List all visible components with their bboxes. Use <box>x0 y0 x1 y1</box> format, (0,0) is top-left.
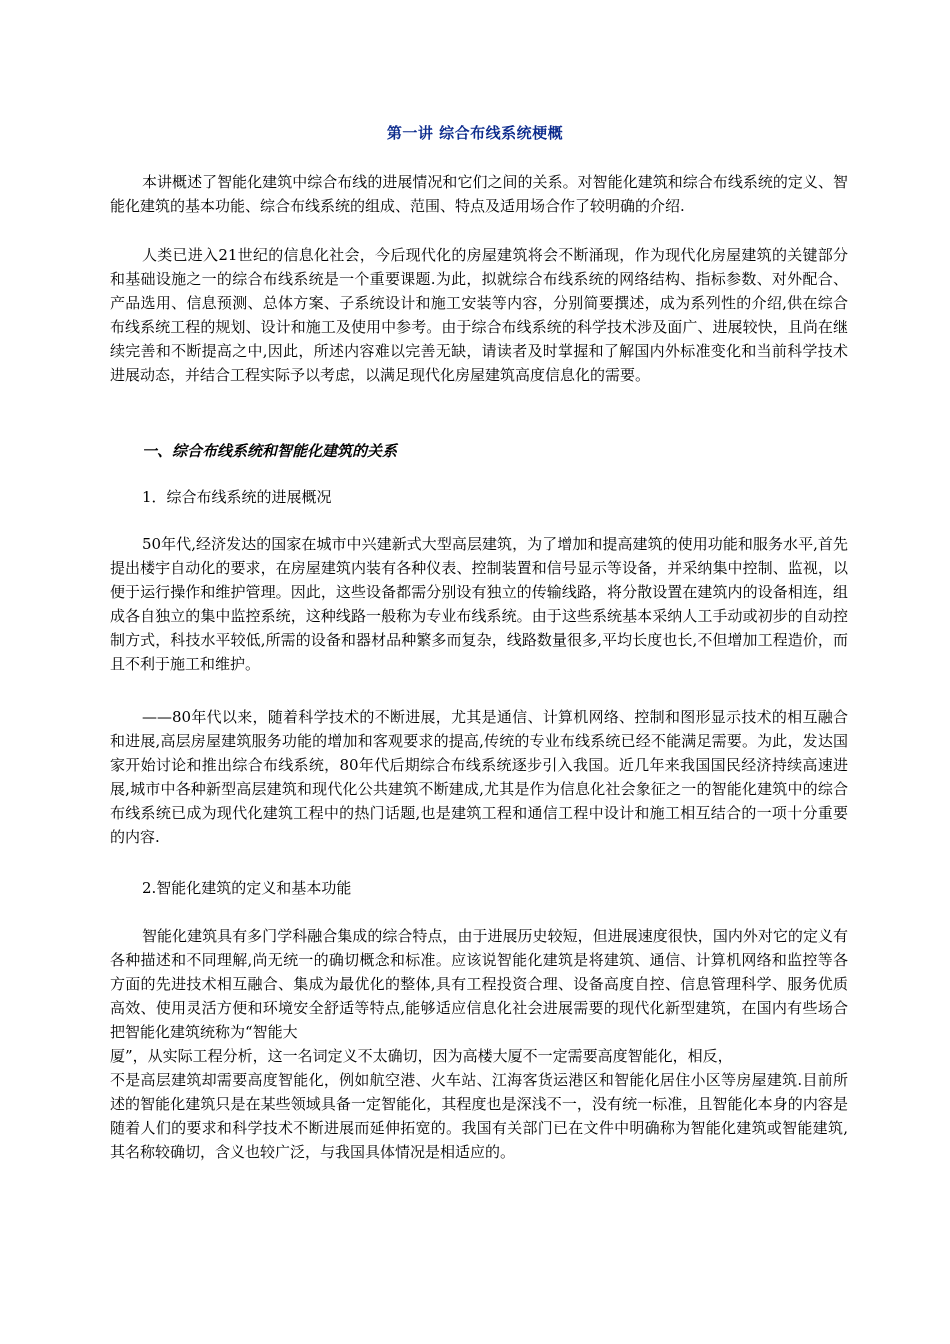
body-paragraph-1: 人类已进入21世纪的信息化社会，今后现代化的房屋建筑将会不断涌现，作为现代化房屋建筑的关键部分和基础设施之一的综合布线系统是一个重要课题.为此，拟就综合布线系统的网络结构、指标参数、对外配合、产品选用、信息预测、总体方案、子系统设计和施工安装等内容，分别简要撰述，成为系列性的介绍,供在综合布线系统工程的规划、设计和施工及使用中参考。由于综合布线系统的科学技术涉及面广、进展较快，且尚在继续完善和不断提高之中,因此，所述内容难以完善无缺，请读者及时掌握和了解国内外标准变化和当前科学技术进展动态，并结合工程实际予以考虑，以满足现代化房屋建筑高度信息化的需要。 <box>110 246 848 384</box>
subsection-heading-1: 1．综合布线系统的进展概况 <box>142 488 332 506</box>
body-paragraph-4-part1: 智能化建筑具有多门学科融合集成的综合特点，由于进展历史较短，但进展速度很快，国内外对它的定义有各种描述和不同理解,尚无统一的确切概念和标准。应该说智能化建筑是将建筑、通信、计算机网络和监控等各方面的先进技术相互融合、集成为最优化的整体,具有工程投资合理、设备高度自控、信息管理科学、服务优质高效、使用灵活方便和环境安全舒适等特点,能够适应信息化社会进展需要的现代化新型建筑，在国内有些场合把智能化建筑统称为“智能大 <box>110 927 848 1041</box>
subsection-heading-2: 2.智能化建筑的定义和基本功能 <box>142 879 352 897</box>
body-paragraph-3: ——80年代以来，随着科学技术的不断进展，尤其是通信、计算机网络、控制和图形显示技术的相互融合和进展,高层房屋建筑服务功能的增加和客观要求的提高,传统的专业布线系统已经不能满足需要。为此，发达国家开始讨论和推出综合布线系统，80年代后期综合布线系统逐步引入我国。近几年来我国国民经济持续高速进展,城市中各种新型高层建筑和现代化公共建筑不断建成,尤其是作为信息化社会象征之一的智能化建筑中的综合布线系统已成为现代化建筑工程中的热门话题,也是建筑工程和通信工程中设计和施工相互结合的一项十分重要的内容. <box>110 708 848 846</box>
body-paragraph-4-part2: 厦”，从实际工程分析，这一名词定义不太确切，因为高楼大厦不一定需要高度智能化，相反， <box>110 1047 733 1065</box>
body-paragraph-2: 50年代,经济发达的国家在城市中兴建新式大型高层建筑，为了增加和提高建筑的使用功能和服务水平,首先提出楼宇自动化的要求，在房屋建筑内装有各种仪表、控制装置和信号显示等设备，并采纳集中控制、监视，以便于运行操作和维护管理。因此，这些设备都需分别设有独立的传输线路，将分散设置在建筑内的设备相连，组成各自独立的集中监控系统，这种线路一般称为专业布线系统。由于这些系统基本采纳人工手动或初步的自动控制方式，科技水平较低,所需的设备和器材品种繁多而复杂，线路数量很多,平均长度也长,不但增加工程造价，而且不利于施工和维护。 <box>110 535 848 673</box>
body-paragraph-4-part3: 不是高层建筑却需要高度智能化，例如航空港、火车站、江海客货运港区和智能化居住小区等房屋建筑.目前所述的智能化建筑只是在某些领域具备一定智能化，其程度也是深浅不一，没有统一标准，且智能化本身的内容是随着人们的要求和科学技术不断进展而延伸拓宽的。我国有关部门已在文件中明确称为智能化建筑或智能建筑,其名称较确切，含义也较广泛，与我国具体情况是相适应的。 <box>110 1071 848 1161</box>
intro-paragraph: 本讲概述了智能化建筑中综合布线的进展情况和它们之间的关系。对智能化建筑和综合布线系统的定义、智能化建筑的基本功能、综合布线系统的组成、范围、特点及适用场合作了较明确的介绍. <box>110 173 848 215</box>
page-title: 第一讲 综合布线系统梗概 <box>386 124 564 142</box>
section-heading-1: 一、综合布线系统和智能化建筑的关系 <box>142 442 398 460</box>
